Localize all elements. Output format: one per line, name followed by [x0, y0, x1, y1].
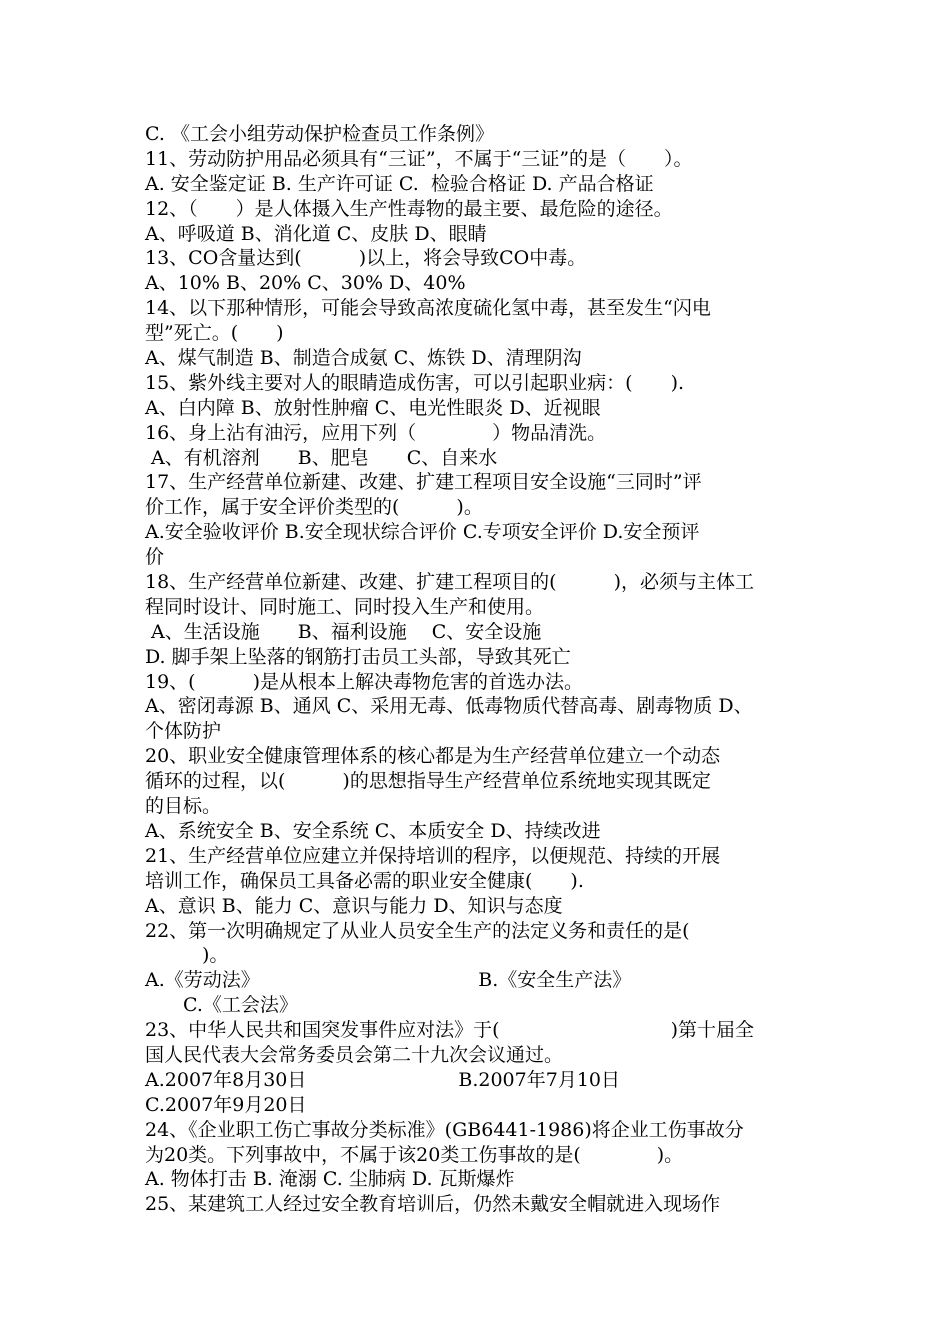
text-line: 12、（ ）是人体摄入生产性毒物的最主要、最危险的途径。: [145, 197, 673, 220]
text-line: 19、( )是从根本上解决毒物危害的首选办法。: [145, 670, 584, 693]
text-line: A、意识 B、能力 C、意识与能力 D、知识与态度: [145, 894, 563, 917]
text-line: 循环的过程，以( )的思想指导生产经营单位系统地实现其既定: [145, 770, 711, 793]
text-line: A、10% B、20% C、30% D、40%: [145, 272, 466, 295]
text-line: A、白内障 B、放射性肿瘤 C、电光性眼炎 D、近视眼: [145, 396, 601, 419]
text-line: 16、身上沾有油污，应用下列（ ）物品清洗。: [145, 421, 607, 444]
document-body: [145, 122, 810, 1217]
text-line: A.《劳动法》 B.《安全生产法》: [145, 969, 632, 992]
text-line: 17、生产经营单位新建、改建、扩建工程项目安全设施“三同时”评: [145, 471, 702, 494]
text-line: A.2007年8月30日 B.2007年7月10日: [145, 1068, 621, 1091]
text-line: 的目标。: [145, 795, 222, 818]
text-line: C. 《工会小组劳动保护检查员工作条例》: [145, 123, 494, 145]
text-line: A、生活设施 B、福利设施 C、安全设施: [145, 620, 542, 643]
text-line: 21、生产经营单位应建立并保持培训的程序，以便规范、持续的开展: [145, 844, 721, 867]
text-line: 20、职业安全健康管理体系的核心都是为生产经营单位建立一个动态: [145, 745, 721, 768]
text-line: 个体防护: [145, 720, 222, 743]
text-line: 14、以下那种情形，可能会导致高浓度硫化氢中毒，甚至发生“闪电: [145, 297, 711, 320]
text-line: )。: [145, 944, 229, 967]
text-line: A. 物体打击 B. 淹溺 C. 尘肺病 D. 瓦斯爆炸: [145, 1168, 515, 1191]
text-line: A、煤气制造 B、制造合成氨 C、炼铁 D、清理阴沟: [145, 347, 582, 370]
text-line: A、密闭毒源 B、通风 C、采用无毒、低毒物质代替高毒、剧毒物质 D、: [145, 695, 753, 718]
text-line: 为20类。下列事故中，不属于该20类工伤事故的是( )。: [145, 1143, 684, 1166]
text-line: 23、中华人民共和国突发事件应对法》于( )第十届全: [145, 1019, 755, 1042]
text-line: A. 安全鉴定证 B. 生产许可证 C. 检验合格证 D. 产品合格证: [145, 172, 654, 195]
text-line: 15、紫外线主要对人的眼睛造成伤害，可以引起职业病：( ).: [145, 371, 685, 394]
text-line: A、呼吸道 B、消化道 C、皮肤 D、眼睛: [145, 222, 487, 245]
text-line: 25、某建筑工人经过安全教育培训后，仍然未戴安全帽就进入现场作: [145, 1193, 721, 1216]
text-line: 程同时设计、同时施工、同时投入生产和使用。: [145, 595, 545, 618]
text-line: 培训工作，确保员工具备必需的职业安全健康( ).: [145, 869, 584, 892]
text-line: 24、《企业职工伤亡事故分类标准》(GB6441-1986)将企业工伤事故分: [145, 1118, 744, 1141]
text-line: D. 脚手架上坠落的钢筋打击员工头部，导致其死亡: [145, 645, 571, 668]
text-line: 国人民代表大会常务委员会第二十九次会议通过。: [145, 1043, 564, 1066]
text-line: 18、生产经营单位新建、改建、扩建工程项目的( )，必须与主体工: [145, 571, 755, 594]
text-line: 22、第一次明确规定了从业人员安全生产的法定义务和责任的是(: [145, 919, 690, 942]
text-line: 11、劳动防护用品必须具有“三证”，不属于“三证”的是（ ）。: [145, 147, 693, 170]
text-line: 价: [145, 546, 165, 569]
text-line: A.安全验收评价 B.安全现状综合评价 C.专项安全评价 D.安全预评: [145, 521, 700, 544]
text-line: 型”死亡。( ): [145, 322, 284, 345]
text-line: C.《工会法》: [145, 994, 298, 1017]
text-line: A、系统安全 B、安全系统 C、本质安全 D、持续改进: [145, 819, 601, 842]
text-line: C.2007年9月20日: [145, 1093, 307, 1116]
text-line: A、有机溶剂 B、肥皂 C、自来水: [145, 446, 498, 469]
text-line: 13、CO含量达到( )以上，将会导致CO中毒。: [145, 247, 587, 270]
text-line: 价工作，属于安全评价类型的( )。: [145, 496, 483, 519]
